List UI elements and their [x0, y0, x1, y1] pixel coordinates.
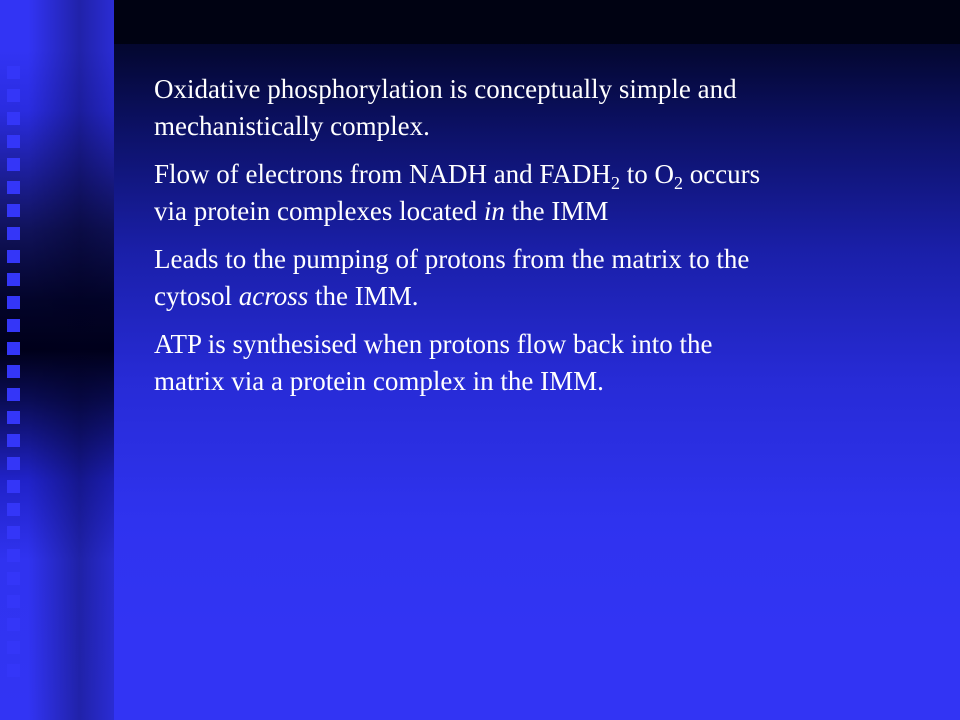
decorative-square [7, 66, 20, 79]
decorative-square [7, 595, 20, 608]
decorative-square [7, 549, 20, 562]
decorative-square [7, 227, 20, 240]
paragraph-4 [154, 326, 764, 400]
italic-text: across [238, 281, 309, 311]
decorative-square [7, 618, 20, 631]
decorative-square [7, 158, 20, 171]
italic-text: in [483, 196, 505, 226]
left-decorative-band [0, 0, 114, 720]
decorative-square [7, 342, 20, 355]
decorative-square [7, 434, 20, 447]
decorative-square [7, 457, 20, 470]
decorative-square [7, 365, 20, 378]
decorative-square [7, 411, 20, 424]
decorative-square [7, 388, 20, 401]
decorative-square [7, 572, 20, 585]
decorative-square [7, 112, 20, 125]
text-segment: occurs via protein complexes located [154, 159, 761, 226]
top-dark-bar [114, 0, 960, 44]
text-segment: Oxidative phosphorylation is conceptually simple and mechanistically complex. [154, 74, 737, 141]
decorative-square [7, 296, 20, 309]
text-segment: Flow of electrons from NADH and FADH [154, 159, 611, 189]
decorative-square [7, 526, 20, 539]
decorative-square [7, 89, 20, 102]
decorative-squares [7, 66, 21, 687]
text-segment: the IMM [504, 196, 609, 226]
text-segment: ATP is synthesised when protons flow back into the matrix via a protein complex in the IMM. [154, 329, 713, 396]
slide-body [154, 71, 764, 411]
decorative-square [7, 641, 20, 654]
paragraph-2 [154, 156, 764, 230]
subscript: 2 [610, 173, 620, 193]
text-segment: to O [619, 159, 674, 189]
text-segment: the IMM. [308, 281, 419, 311]
decorative-square [7, 181, 20, 194]
decorative-square [7, 273, 20, 286]
decorative-square [7, 503, 20, 516]
decorative-square [7, 204, 20, 217]
decorative-square [7, 250, 20, 263]
decorative-square [7, 480, 20, 493]
decorative-square [7, 664, 20, 677]
paragraph-1 [154, 71, 764, 145]
decorative-square [7, 319, 20, 332]
subscript: 2 [673, 173, 683, 193]
paragraph-3 [154, 241, 764, 315]
text-segment: Leads to the pumping of protons from the matrix to the cytosol [154, 244, 750, 311]
decorative-square [7, 135, 20, 148]
